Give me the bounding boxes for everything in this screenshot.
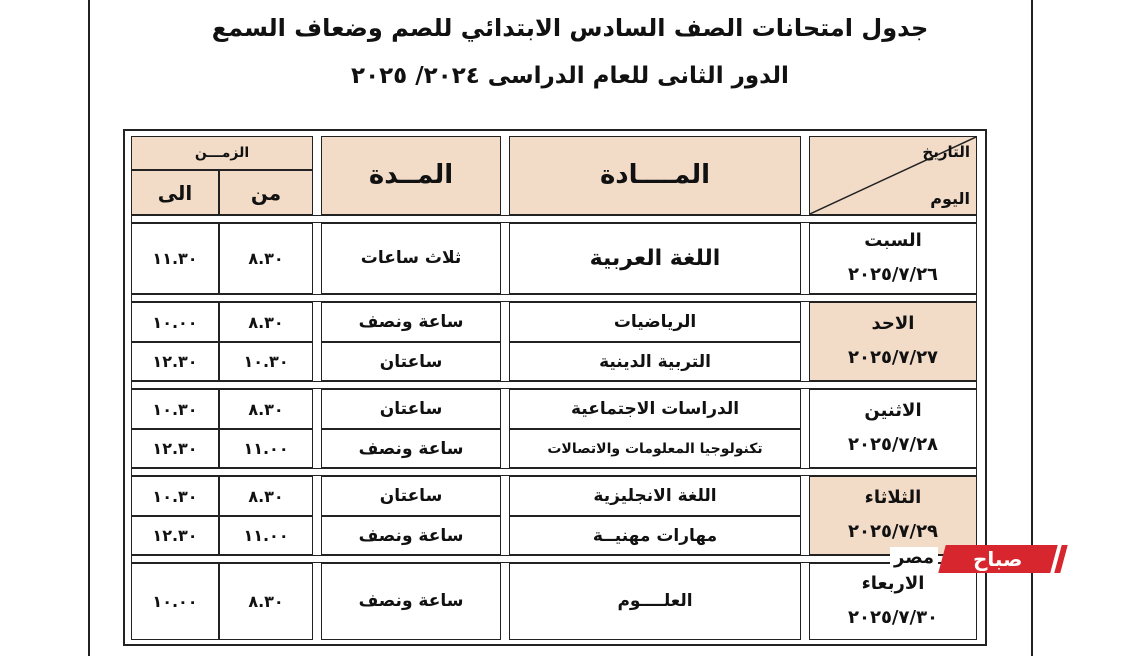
duration-cell: ساعتان — [321, 476, 501, 516]
subject-cell: الدراسات الاجتماعية — [509, 389, 801, 429]
day-name: الاربعاء — [861, 573, 925, 595]
exam-schedule-table — [131, 136, 977, 640]
time-to: ١٠.٠٠ — [131, 563, 219, 640]
header-date: التاريخ — [922, 143, 971, 161]
time-to: ١٠.٠٠ — [131, 302, 219, 342]
table-row — [131, 563, 977, 640]
time-to: ١٠.٣٠ — [131, 389, 219, 429]
page-border-left — [88, 0, 90, 656]
time-to: ١١.٣٠ — [131, 223, 219, 294]
subject-cell: تكنولوجيا المعلومات والاتصالات — [509, 429, 801, 467]
subject-cell: التربية الدينية — [509, 342, 801, 380]
time-from: ٨.٣٠ — [219, 302, 313, 342]
time-to: ١٠.٣٠ — [131, 476, 219, 516]
subject-cell: اللغة العربية — [509, 223, 801, 294]
document-title: جدول امتحانات الصف السادس الابتدائي للصم وضعاف السمع — [211, 14, 929, 42]
time-from: ٨.٣٠ — [219, 476, 313, 516]
header-row-1 — [131, 136, 977, 170]
duration-cell: ساعتان — [321, 389, 501, 429]
logo-red-block — [938, 545, 1058, 573]
day-cell — [809, 302, 977, 381]
header-subject: المــــادة — [509, 136, 801, 215]
subject-cell: مهارات مهنيــة — [509, 516, 801, 554]
time-from: ٨.٣٠ — [219, 389, 313, 429]
time-to: ١٢.٣٠ — [131, 342, 219, 380]
duration-cell: ساعة ونصف — [321, 302, 501, 342]
day-name: الاثنين — [864, 400, 922, 422]
day-name: السبت — [864, 230, 922, 252]
table-row — [131, 389, 977, 429]
day-cell — [809, 223, 977, 294]
day-date: ٢٠٢٥/٧/٢٩ — [847, 521, 939, 543]
day-date: ٢٠٢٥/٧/٣٠ — [847, 607, 939, 629]
subject-cell: العلــــوم — [509, 563, 801, 640]
table-row — [131, 476, 977, 516]
duration-cell: ساعة ونصف — [321, 516, 501, 554]
duration-cell: ساعة ونصف — [321, 563, 501, 640]
time-to: ١٢.٣٠ — [131, 516, 219, 554]
subject-cell: اللغة الانجليزية — [509, 476, 801, 516]
header-day: اليوم — [930, 188, 971, 208]
day-name: الاحد — [871, 313, 915, 335]
header-to: الى — [131, 170, 219, 215]
time-from: ١٠.٣٠ — [219, 342, 313, 380]
logo-red-text: صباح — [973, 547, 1023, 571]
watermark-logo — [888, 541, 1070, 577]
day-name: الثلاثاء — [864, 487, 922, 509]
header-date-day — [809, 136, 977, 215]
duration-cell: ساعتان — [321, 342, 501, 380]
logo-black-text: مصر — [890, 547, 938, 568]
duration-cell: ساعة ونصف — [321, 429, 501, 467]
table-row — [131, 223, 977, 294]
day-date: ٢٠٢٥/٧/٢٨ — [847, 434, 939, 456]
day-date: ٢٠٢٥/٧/٢٦ — [847, 264, 939, 286]
time-from: ٨.٣٠ — [219, 223, 313, 294]
time-from: ٨.٣٠ — [219, 563, 313, 640]
header-time: الزمـــن — [131, 136, 313, 170]
time-from: ١١.٠٠ — [219, 516, 313, 554]
document-subtitle: الدور الثانى للعام الدراسى ٢٠٢٤/ ٢٠٢٥ — [351, 63, 789, 89]
day-cell — [809, 389, 977, 468]
subject-cell: الرياضيات — [509, 302, 801, 342]
duration-cell: ثلاث ساعات — [321, 223, 501, 294]
header-duration: المــدة — [321, 136, 501, 215]
time-to: ١٢.٣٠ — [131, 429, 219, 467]
table-row — [131, 302, 977, 342]
header-from: من — [219, 170, 313, 215]
day-date: ٢٠٢٥/٧/٢٧ — [847, 347, 939, 369]
time-from: ١١.٠٠ — [219, 429, 313, 467]
